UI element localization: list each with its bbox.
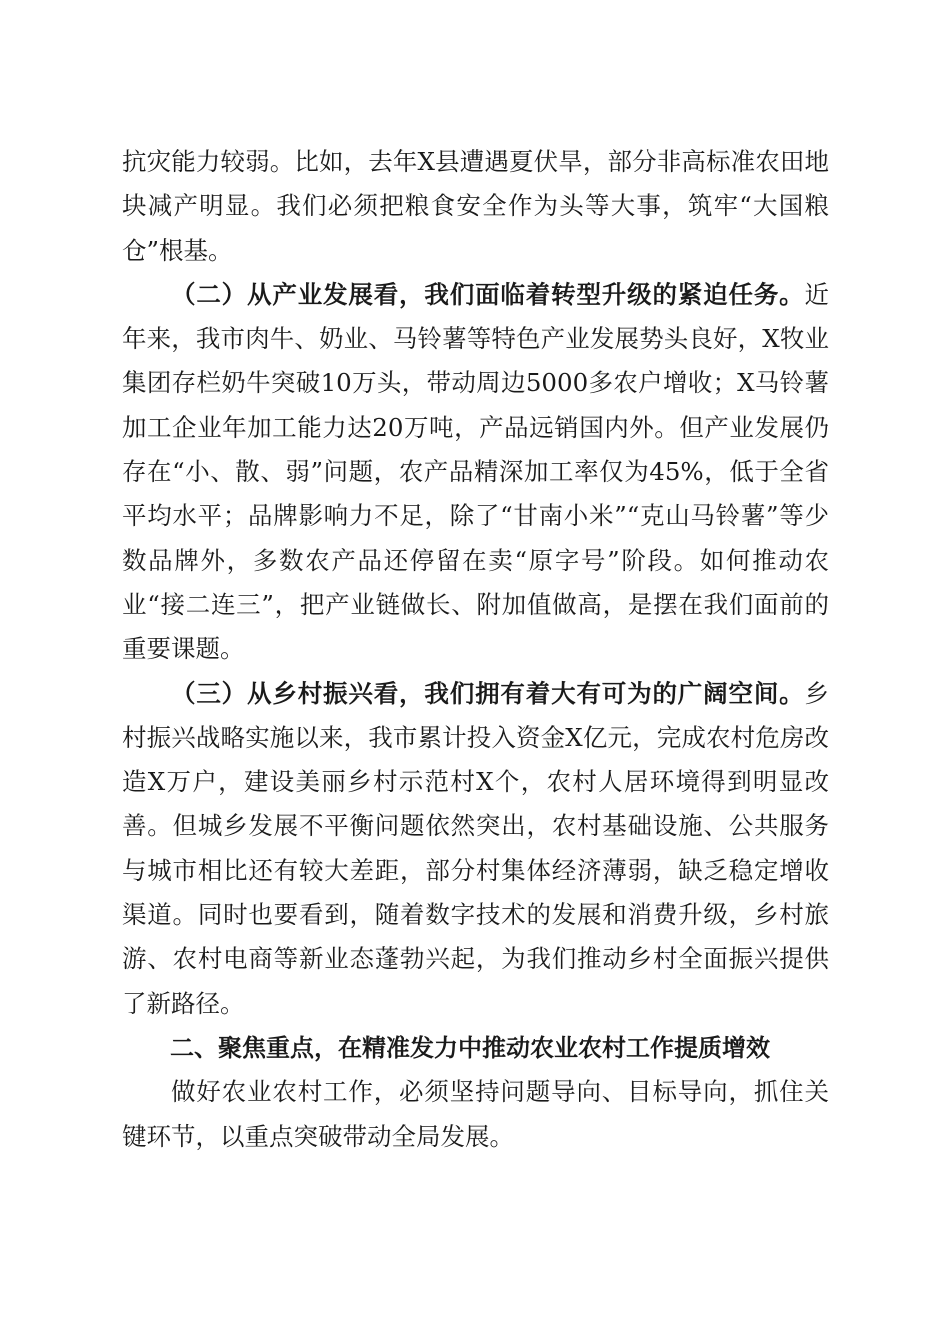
paragraph-rural-revitalization [122, 672, 829, 1026]
section-heading: 二、聚焦重点，在精准发力中推动农业农村工作提质增效 [170, 1033, 770, 1062]
paragraph-text: 乡村振兴战略实施以来，我市累计投入资金X亿元，完成农村危房改造X万户，建设美丽乡村示范村X个，农村人居环境得到明显改善。但城乡发展不平衡问题依然突出，农村基础设施、公共服务与城市相比还有较大差距，部分村集体经济薄弱，缺乏稳定增收渠道。同时也要看到，随着数字技术的发展和消费升级，乡村旅游、农村电商等新业态蓬勃兴起，为我们推动乡村全面振兴提供了新路径。 [122, 678, 829, 1018]
paragraph-closing: 做好农业农村工作，必须坚持问题导向、目标导向，抓住关键环节，以重点突破带动全局发展。 [122, 1077, 829, 1151]
paragraph-industry [122, 273, 829, 672]
document-body [122, 140, 829, 1159]
paragraph-lead: （三）从乡村振兴看，我们拥有着大有可为的广阔空间。 [171, 678, 805, 708]
paragraph-text: 近年来，我市肉牛、奶业、马铃薯等特色产业发展势头良好，X牧业集团存栏奶牛突破10万头，带动周边5000多农户增收；X马铃薯加工企业年加工能力达20万吨，产品远销国内外。但产业发展仍存在“小、散、弱”问题，农产品精深加工率仅为45%，低于全省平均水平；品牌影响力不足，除了“甘南小米”“克山马铃薯”等少数品牌外，多数农产品还停留在卖“原字号”阶段。如何推动农业“接二连三”，把产业链做长、附加值做高，是摆在我们面前的重要课题。 [122, 279, 829, 664]
paragraph-text: 抗灾能力较弱。比如，去年X县遭遇夏伏旱，部分非高标准农田地块减产明显。我们必须把粮食安全作为头等大事，筑牢“大国粮仓”根基。 [122, 147, 829, 265]
paragraph-continued [122, 140, 829, 273]
paragraph-lead: （二）从产业发展看，我们面临着转型升级的紧迫任务。 [171, 279, 805, 309]
